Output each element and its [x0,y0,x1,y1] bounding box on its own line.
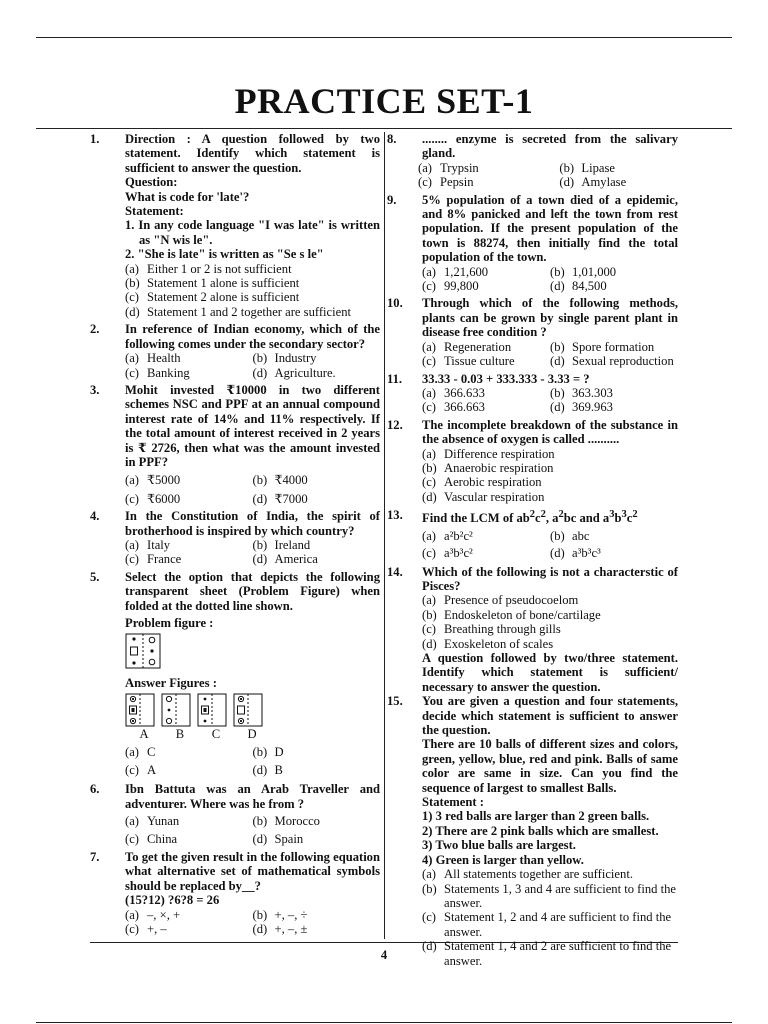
title-underline [36,128,732,129]
option-c: (c) a³b³c² [422,546,473,561]
question-number: 5. [90,569,100,584]
question-9 [387,193,678,294]
option-c: (c) Tissue culture [422,354,515,369]
option-d: (d) Vascular respiration [422,489,545,504]
bottom-rule [36,1022,732,1023]
option-b: (b) Lipase [559,160,615,175]
option-b: (b) ₹4000 [252,473,308,488]
statement-2: 2. "She is late" is written as "Se s le" [125,247,324,262]
question-number: 15. [387,694,403,709]
question-15 [387,694,678,968]
statement-1: 1. In any code language "I was late" is written as "N wis le". [125,218,380,247]
answer-figure-d [233,693,263,727]
option-a: (a) Presence of pseudocoelom [422,593,579,608]
question-text: Direction : A question followed by two statement. Identify which statement is sufficient to answer the question. [125,132,380,175]
answer-figure-a [125,693,155,727]
option-a: (a) All statements together are sufficient. [422,867,633,882]
page-number: 4 [380,948,388,962]
option-d: (d) 84,500 [550,279,607,294]
option-d: (d) Statement 1, 4 and 2 are sufficient to find the answer. [422,939,672,968]
option-a: (a) Either 1 or 2 is not sufficient [125,261,292,276]
option-a: (a) a²b²c² [422,528,473,543]
option-d: (d) 369.963 [550,400,613,415]
question-text: 5% population of a town died of a epidemic, and 8% panicked and left the town from rest population. If the present population of the town is 88274, then initially find the total population of the town. [422,192,678,265]
statement-label: Statement : [422,795,484,810]
question-number: 1. [90,132,100,146]
option-b: (b) Morocco [252,814,320,829]
option-d: (d) Exoskeleton of scales [422,636,554,651]
option-a: (a) –, ×, + [125,907,181,922]
question-text: Select the option that depicts the following transparent sheet (Problem Figure) when folded at the dotted line shown. [125,569,380,613]
option-b: (b) abc [550,528,590,543]
option-a: (a) Regeneration [422,339,512,354]
statement-1: 1) 3 red balls are larger than 2 green balls. [422,809,650,824]
problem-figure-label: Problem figure : [125,616,214,630]
option-c: (c) China [125,831,178,846]
question-number: 8. [387,132,397,146]
option-d: (d) B [252,763,283,778]
question-13 [387,508,678,560]
option-c: (c) 366.663 [422,400,485,415]
option-b: (b) Statement 1 alone is sufficient [125,276,300,291]
option-b: (b) D [252,744,284,759]
question-passage: There are 10 balls of different sizes and colors, green, yellow, blue, red and pink. Balls of same color are same in size. Can you find the sequence of largest to smallest Balls. [422,737,678,795]
option-d: (d) ₹7000 [252,491,308,506]
option-c: (c) 99,800 [422,279,479,294]
option-a: (a) Difference respiration [422,446,555,461]
option-b: (b) Statements 1, 3 and 4 are sufficient to find the answer. [422,881,676,910]
option-b: (b) Ireland [252,537,311,552]
option-c: (c) France [125,552,182,567]
question-12 [387,418,678,504]
question-number: 6. [90,782,100,797]
option-a: (a) C [125,744,156,759]
option-c: (c) A [125,763,157,778]
option-b: (b) 1,01,000 [550,264,617,279]
question-number: 4. [90,509,100,524]
question-number: 2. [90,322,100,337]
question-1 [90,132,380,319]
question-text: To get the given result in the following equation what alternative set of mathematical symbols should be replaced by__? [125,850,380,893]
question-number: 12. [387,417,403,432]
question-text: Ibn Battuta was an Arab Traveller and adventurer. Where was he from ? [125,782,380,811]
option-c: (c) ₹6000 [125,491,181,506]
question-11 [387,372,678,415]
question-number: 13. [387,508,403,523]
column-divider [384,132,385,939]
question-number: 10. [387,296,403,311]
question-text: ........ enzyme is secreted from the salivary gland. [422,132,678,161]
option-a: (a) 1,21,600 [422,264,489,279]
option-b: (b) 363.303 [550,385,613,400]
answer-figure-b [161,693,191,727]
question-8 [387,132,678,190]
question-text: Mohit invested ₹10000 in two different schemes NSC and PPF at an annual compound interest rate of 14% and 11% respectively. If the total amount of interest received in 2 years is ₹ 2726, then what was the amount invested in PPF? [125,382,380,469]
option-c: (c) +, – [125,922,167,937]
option-a: (a) ₹5000 [125,473,181,488]
statement-4: 4) Green is larger than yellow. [422,852,584,867]
question-number: 3. [90,382,100,397]
left-column [90,132,380,937]
equation: (15?12) ?6?8 = 26 [125,893,220,908]
question-number: 9. [387,192,397,207]
question-2 [90,322,380,380]
option-d: (d) a³b³c³ [550,546,601,561]
question-7 [90,850,380,936]
statement-label: Statement: [125,204,184,219]
question-6 [90,782,380,846]
question-number: 7. [90,850,100,865]
question-text: Through which of the following methods, plants can be grown by single parent plant in disease free condition ? [422,296,678,340]
answer-figure-letters: A B C D [139,727,257,742]
option-c: (c) Pepsin [418,175,474,190]
answer-figures-label: Answer Figures : [125,675,217,690]
option-a: (a) Health [125,351,181,366]
question-3 [90,383,380,506]
section-instruction: A question followed by two/three statement. Identify which statement is sufficient/ necessary to answer the question. [422,651,678,694]
option-b: (b) Spore formation [550,339,655,354]
question-number: 11. [387,371,403,386]
question-text: You are given a question and four statements, decide which statement is sufficient to answer the question. [422,694,678,738]
option-b: (b) Industry [252,351,317,366]
answer-figures [125,693,380,727]
question-14 [387,565,678,651]
option-c: (c) Aerobic respiration [422,475,542,490]
question-4 [90,509,380,567]
question-text: The incomplete breakdown of the substance in the absence of oxygen is called .......... [422,417,678,447]
option-d: (d) Statement 1 and 2 together are sufficient [125,304,351,319]
option-c: (c) Statement 1, 2 and 4 are sufficient to find the answer. [422,910,672,939]
question-text: In reference of Indian economy, which of the following comes under the secondary sector? [125,322,380,351]
question-subtext: What is code for 'late'? [125,189,250,204]
problem-figure [125,633,380,672]
option-d: (d) Sexual reproduction [550,354,674,369]
option-d: (d) +, –, ± [252,922,308,937]
question-10 [387,296,678,368]
question-text: In the Constitution of India, the spirit of brotherhood is inspired by which country? [125,509,380,538]
top-rule [36,37,732,38]
option-d: (d) Agriculture. [252,365,336,380]
option-c: (c) Statement 2 alone is sufficient [125,290,300,305]
question-5 [90,570,380,778]
option-d: (d) America [252,552,318,567]
option-d: (d) Spain [252,831,304,846]
question-label: Question: [125,175,178,190]
option-b: (b) +, –, ÷ [252,907,308,922]
statement-3: 3) Two blue balls are largest. [422,838,576,853]
option-a: (a) Trypsin [418,160,479,175]
option-a: (a) 366.633 [422,385,485,400]
question-number: 14. [387,564,403,579]
question-text: 33.33 - 0.03 + 333.333 - 3.33 = ? [422,371,590,386]
right-column [387,132,678,968]
option-b: (b) Endoskeleton of bone/cartilage [422,607,601,622]
answer-figure-c [197,693,227,727]
option-c: (c) Banking [125,365,190,380]
statement-2: 2) There are 2 pink balls which are smallest. [422,823,659,838]
question-text: Which of the following is not a characterstic of Pisces? [422,564,678,593]
page-title: PRACTICE SET-1 [234,81,534,121]
option-d: (d) Amylase [559,175,627,190]
option-c: (c) Breathing through gills [422,622,561,637]
option-a: (a) Italy [125,537,171,552]
option-a: (a) Yunan [125,814,180,829]
question-text: Find the LCM of $ab^2c^2$, $a^2bc$ and $a^3b^3c^2$ [422,509,638,526]
option-b: (b) Anaerobic respiration [422,460,554,475]
